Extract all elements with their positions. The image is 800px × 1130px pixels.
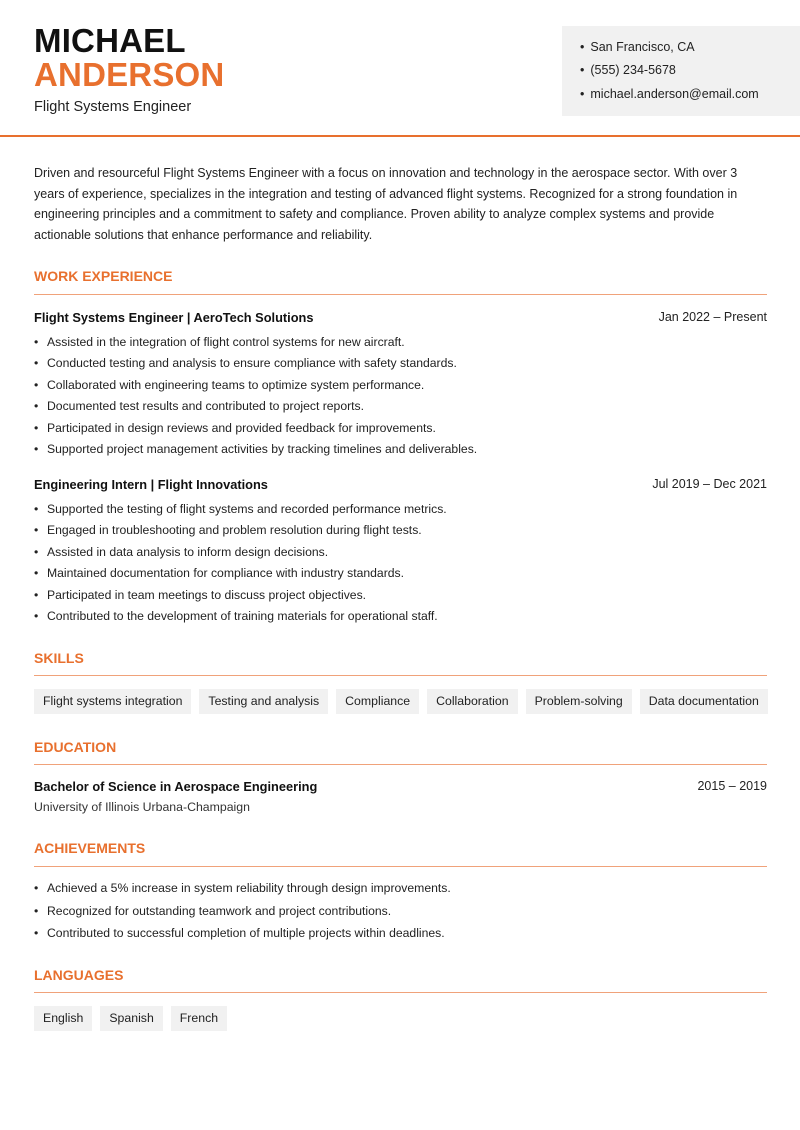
header-divider: [0, 135, 800, 137]
languages-list: [34, 1006, 227, 1031]
section-divider: [34, 764, 767, 765]
job-bullets: [34, 332, 767, 460]
list-item: • Assisted in data analysis to inform design decisions.: [34, 542, 767, 563]
list-item: • Collaborated with engineering teams to optimize system performance.: [34, 375, 767, 396]
section-title-education: EDUCATION: [34, 739, 117, 755]
language-chip: English: [34, 1006, 92, 1031]
section-title-languages: LANGUAGES: [34, 967, 124, 983]
list-item: • Documented test results and contributed to project reports.: [34, 396, 767, 417]
list-item: • Recognized for outstanding teamwork and project contributions.: [34, 900, 767, 923]
job-role: Flight Systems Engineer | AeroTech Solutions: [34, 310, 314, 325]
skill-chip: Problem-solving: [526, 689, 632, 714]
job-title: Flight Systems Engineer: [34, 99, 192, 115]
list-item: • Participated in team meetings to discuss project objectives.: [34, 585, 767, 606]
skill-chip: Data documentation: [640, 689, 768, 714]
school-name: University of Illinois Urbana-Champaign: [34, 800, 250, 814]
list-item: • Participated in design reviews and provided feedback for improvements.: [34, 418, 767, 439]
list-item: • Supported the testing of flight systems and recorded performance metrics.: [34, 499, 767, 520]
list-item: • Supported project management activities by tracking timelines and deliverables.: [34, 439, 767, 460]
job-dates: Jan 2022 – Present: [658, 310, 767, 324]
job-role: Engineering Intern | Flight Innovations: [34, 477, 268, 492]
resume-header: [0, 0, 800, 136]
skill-chip: Flight systems integration: [34, 689, 191, 714]
section-divider: [34, 992, 767, 993]
last-name: ANDERSON: [34, 56, 225, 93]
education-header: [34, 779, 767, 794]
summary: Driven and resourceful Flight Systems Engineer with a focus on innovation and technology in the aerospace sector. With over 3 years of experience, specializes in the integration and testing of advanced flight systems. Recognized for a strong foundation in engineering principles and a commitment to safety and compliance. Proven ability to analyze complex systems and provide actionable solutions that enhance performance and reliability.: [34, 166, 738, 243]
section-divider: [34, 675, 767, 676]
list-item: • Conducted testing and analysis to ensure compliance with safety standards.: [34, 353, 767, 374]
contact-box: [562, 26, 800, 116]
section-divider: [34, 294, 767, 295]
section-divider: [34, 866, 767, 867]
list-item: • Assisted in the integration of flight control systems for new aircraft.: [34, 332, 767, 353]
contact-phone: • (555) 234-5678: [580, 63, 676, 77]
section-title-skills: SKILLS: [34, 650, 84, 666]
degree: Bachelor of Science in Aerospace Engineering: [34, 779, 318, 794]
list-item: • Contributed to the development of training materials for operational staff.: [34, 606, 767, 627]
job-header: [34, 310, 767, 325]
contact-location: • San Francisco, CA: [580, 40, 695, 54]
skills-list: [34, 689, 768, 714]
list-item: • Achieved a 5% increase in system reliability through design improvements.: [34, 877, 767, 900]
job-bullets: [34, 499, 767, 627]
education-dates: 2015 – 2019: [697, 779, 767, 793]
job-dates: Jul 2019 – Dec 2021: [652, 477, 767, 491]
language-chip: French: [171, 1006, 227, 1031]
skill-chip: Testing and analysis: [199, 689, 328, 714]
list-item: • Engaged in troubleshooting and problem resolution during flight tests.: [34, 520, 767, 541]
candidate-name: [34, 24, 224, 92]
job-header: [34, 477, 767, 492]
section-title-work: WORK EXPERIENCE: [34, 268, 173, 284]
first-name: MICHAEL: [34, 22, 186, 59]
skill-chip: Compliance: [336, 689, 419, 714]
skill-chip: Collaboration: [427, 689, 517, 714]
section-title-achievements: ACHIEVEMENTS: [34, 840, 146, 856]
list-item: • Contributed to successful completion of multiple projects within deadlines.: [34, 922, 767, 945]
achievement-bullets: [34, 877, 767, 945]
language-chip: Spanish: [100, 1006, 162, 1031]
contact-email[interactable]: • michael.anderson@email.com: [580, 87, 759, 101]
list-item: • Maintained documentation for compliance with industry standards.: [34, 563, 767, 584]
